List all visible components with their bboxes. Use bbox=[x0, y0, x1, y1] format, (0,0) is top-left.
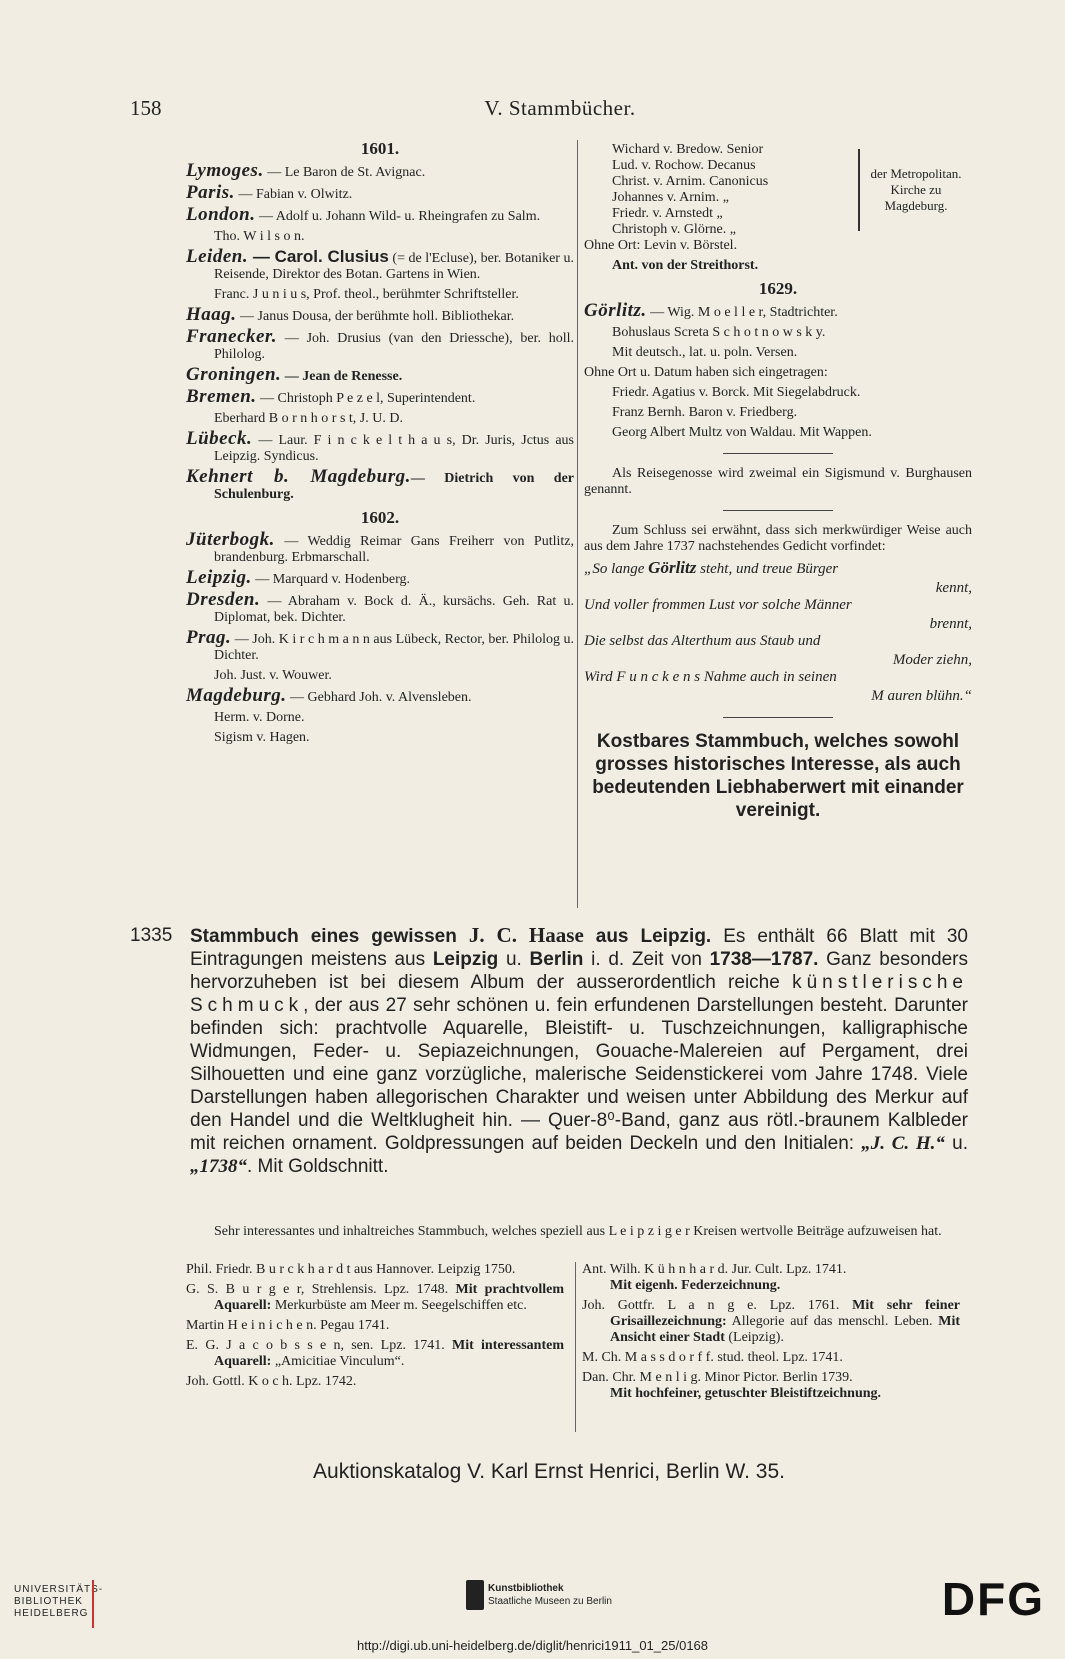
source-url[interactable]: http://digi.ub.uni-heidelberg.de/diglit/henrici1911_01_25/0168 bbox=[356, 1638, 709, 1653]
city-name: Görlitz. bbox=[584, 300, 647, 321]
city-name: Jüterbogk. bbox=[186, 529, 275, 550]
entry bbox=[584, 300, 972, 321]
section-title: V. Stammbücher. bbox=[484, 96, 636, 120]
inscription-text: Merkurbüste am Meer m. Seegelschiffen etc. bbox=[271, 1298, 527, 1313]
lot-text-part: , der aus 27 sehr schönen u. fein erfundenen Darstellungen besteht. Darunter befinden sich: prachtvolle Aquarelle, Bleistift- u. Tuschzeichnungen, kalligraphische Widmungen, Feder- u. Sepiazeichnungen, Gouache-Malereien auf Pergament, drei Silhouetten und eine ganz vorzügliche, malerische Seidenstickerei vom Jahre 1748. Viele Darstellungen haben allegorischen Charakter und weisen unter Abbildung des Merkur auf den Handel und die Weltklugheit hin. — Quer-8⁰-Band, ganz aus rötl.-braunem Kalbleder mit reichen ornament. Goldpressungen auf beiden Deckeln und den Initialen: bbox=[190, 995, 968, 1154]
entry-sub: Ant. von der Streithorst. bbox=[612, 258, 759, 273]
poem-line: Und voller frommen Lust vor solche Männer bbox=[584, 597, 852, 613]
city-name: Dresden. bbox=[186, 589, 261, 610]
brace bbox=[858, 149, 860, 231]
entry-text: — Wig. M o e l l e r, Stadtrichter. bbox=[646, 305, 838, 320]
logo-strip bbox=[0, 1570, 1065, 1630]
entry bbox=[186, 627, 574, 664]
owner-name: J. C. Haase bbox=[468, 923, 584, 947]
entry bbox=[186, 204, 574, 225]
inscription-text: Allegorie auf das menschl. Leben. bbox=[726, 1314, 939, 1329]
paragraph: Zum Schluss sei erwähnt, dass sich merkwürdiger Weise auch aus dem Jahre 1737 nachstehendes Gedicht vorfindet: bbox=[584, 523, 972, 554]
page-footer: Auktionskatalog V. Karl Ernst Henrici, Berlin W. 35. bbox=[313, 1460, 785, 1483]
lot-title: Stammbuch eines gewissen bbox=[190, 926, 469, 947]
city-name: Haag. bbox=[186, 304, 237, 325]
entry bbox=[186, 304, 574, 325]
name-line: Lud. v. Rochow. Decanus bbox=[612, 158, 756, 173]
lot-number: 1335 bbox=[130, 925, 173, 946]
right-column bbox=[584, 142, 972, 822]
entry bbox=[186, 386, 574, 407]
lot-text-part: u. bbox=[944, 1133, 969, 1154]
entry-text: — Marquard v. Hodenberg. bbox=[251, 572, 410, 587]
lot-text-part: Es enthält 66 Blatt mit 30 Eintragungen meistens aus bbox=[190, 926, 968, 970]
inscription-text: Ant. Wilh. K ü h n h a r d. Jur. Cult. Lpz. 1741. bbox=[582, 1262, 847, 1277]
city-name: Görlitz bbox=[648, 558, 697, 577]
entry bbox=[186, 466, 574, 503]
entry-text: — Jean de Renesse. bbox=[281, 369, 403, 384]
university-library-logo[interactable] bbox=[14, 1584, 103, 1620]
kunstbibliothek-logo[interactable] bbox=[488, 1582, 612, 1608]
entry-name: — Carol. Clusius bbox=[248, 247, 389, 266]
lot-text-part: 1738—1787. bbox=[709, 949, 819, 970]
poem-line: Die selbst das Alterthum aus Staub und bbox=[584, 633, 821, 649]
entry-sub: Joh. Just. v. Wouwer. bbox=[214, 668, 332, 683]
entry: Ohne Ort: Levin v. Börstel. bbox=[584, 238, 738, 253]
entry-sub: Herm. v. Dorne. bbox=[214, 710, 305, 725]
entry bbox=[186, 364, 574, 385]
inscription-highlight: Mit Ansicht einer Stadt bbox=[610, 1314, 960, 1345]
inscription-text: G. S. B u r g e r, Strehlensis. Lpz. 1748. bbox=[186, 1282, 456, 1297]
year-heading: 1601. bbox=[360, 139, 400, 158]
poem-line: Wird F u n c k e n s Nahme auch in seinen bbox=[584, 669, 837, 685]
logo-text: HEIDELBERG bbox=[14, 1608, 89, 1619]
inscription-text: (Leipzig). bbox=[724, 1330, 784, 1345]
inscription bbox=[582, 1298, 960, 1346]
lot-text-part: „1738“ bbox=[190, 1156, 247, 1177]
entry-text: (= de l'Ecluse), ber. Botaniker u. Reisende, Direktor des Botan. Gartens in Wien. bbox=[214, 251, 574, 282]
inscription bbox=[582, 1370, 960, 1402]
entry-sub: Franz Bernh. Baron v. Friedberg. bbox=[612, 405, 798, 420]
entry-text: — Fabian v. Olwitz. bbox=[234, 187, 353, 202]
entry bbox=[186, 326, 574, 363]
city-name: Paris. bbox=[186, 182, 235, 203]
poem-line: M auren blühn.“ bbox=[871, 688, 972, 704]
entry-text: — Adolf u. Johann Wild- u. Rheingrafen zu Salm. bbox=[255, 209, 541, 224]
lot-note: Sehr interessantes und inhaltreiches Stammbuch, welches speziell aus L e i p z i g e r Kreisen wertvolle Beiträge aufzuweisen hat. bbox=[214, 1224, 942, 1239]
inscription bbox=[186, 1338, 564, 1370]
lot-text-part: i. d. Zeit von bbox=[583, 949, 710, 970]
poem-line bbox=[584, 559, 972, 578]
entry bbox=[186, 685, 574, 706]
inscription-text: E. G. J a c o b s s e n, sen. Lpz. 1741. bbox=[186, 1338, 452, 1353]
entry-text: — Janus Dousa, der berühmte holl. Bibliothekar. bbox=[236, 309, 515, 324]
name-line: Friedr. v. Arnstedt „ bbox=[612, 206, 723, 221]
inscription-highlight: Mit eigenh. Federzeichnung. bbox=[610, 1278, 781, 1293]
inscriptions-left bbox=[186, 1262, 564, 1394]
bear-icon bbox=[466, 1580, 484, 1610]
inscription-text: Dan. Chr. M e n l i g. Minor Pictor. Berlin 1739. bbox=[582, 1370, 853, 1385]
paragraph: Als Reisegenosse wird zweimal ein Sigismund v. Burghausen genannt. bbox=[584, 466, 972, 497]
entry-text: — Weddig Reimar Gans Freiherr von Putlitz, brandenburg. Erbmarschall. bbox=[214, 534, 574, 565]
inscription: M. Ch. M a s s d o r f f. stud. theol. Lpz. 1741. bbox=[582, 1350, 843, 1365]
left-column bbox=[186, 134, 574, 750]
entry-sub: Tho. W i l s o n. bbox=[214, 229, 305, 244]
city-name: Groningen. bbox=[186, 364, 282, 385]
entry-sub: Friedr. Agatius v. Borck. Mit Siegelabdruck. bbox=[612, 385, 861, 400]
lot-text-part: Leipzig bbox=[432, 949, 499, 970]
entry-text: — Gebhard Joh. v. Alvensleben. bbox=[286, 690, 472, 705]
lot-text-part: u. bbox=[498, 949, 530, 970]
inscription-text: „Amicitiae Vinculum“. bbox=[271, 1354, 405, 1369]
city-name: Bremen. bbox=[186, 386, 257, 407]
city-name: London. bbox=[186, 204, 256, 225]
poem-line: kennt, bbox=[935, 580, 972, 596]
logo-text: Kunstbibliothek bbox=[488, 1583, 564, 1594]
poem-line: Moder ziehn, bbox=[892, 652, 972, 668]
dfg-logo[interactable]: DFG bbox=[941, 1573, 1045, 1625]
poem bbox=[584, 559, 972, 705]
entry bbox=[186, 529, 574, 566]
entry-sub: Bohuslaus Screta S c h o t n o w s k y. bbox=[612, 325, 826, 340]
city-name: Prag. bbox=[186, 627, 232, 648]
inscription-highlight: Mit interessantem Aquarell: bbox=[214, 1338, 564, 1369]
logo-bar-icon bbox=[92, 1580, 120, 1628]
lot-text-part: . Mit Goldschnitt. bbox=[247, 1156, 389, 1177]
inscription: Joh. Gottl. K o c h. Lpz. 1742. bbox=[186, 1374, 357, 1389]
entry-sub: Eberhard B o r n h o r s t, J. U. D. bbox=[214, 411, 403, 426]
separator bbox=[723, 717, 833, 718]
entry-text: — Dietrich von der Schulenburg. bbox=[214, 471, 574, 502]
column-divider bbox=[577, 140, 578, 908]
name-line: Christoph v. Glörne. „ bbox=[612, 222, 736, 237]
lot-text bbox=[190, 924, 968, 1178]
magdeburg-names bbox=[584, 142, 852, 238]
entry-text: — Joh. Drusius (van den Driessche), ber. holl. Philolog. bbox=[214, 331, 574, 362]
poem-text: steht, und treue Bürger bbox=[696, 561, 839, 577]
lot-text-part: Ganz besonders hervorzuheben ist bei diesem Album der ausserordentlich reiche bbox=[190, 949, 968, 993]
inscription-text: Joh. Gottfr. L a n g e. Lpz. 1761. bbox=[582, 1298, 853, 1313]
entry-sub: Mit deutsch., lat. u. poln. Versen. bbox=[612, 345, 798, 360]
name-line: Johannes v. Arnim. „ bbox=[612, 190, 729, 205]
entry-text: — Abraham v. Bock d. Ä., kursächs. Geh. Rat u. Diplomat, bek. Dichter. bbox=[214, 594, 574, 625]
logo-text: Staatliche Museen zu Berlin bbox=[488, 1596, 612, 1607]
entry bbox=[186, 567, 574, 588]
name-line: Christ. v. Arnim. Canonicus bbox=[612, 174, 769, 189]
poem-text: „So lange bbox=[584, 561, 649, 577]
inscription: Martin H e i n i c h e n. Pegau 1741. bbox=[186, 1318, 390, 1333]
inscription bbox=[186, 1282, 564, 1314]
inscriptions-right bbox=[582, 1262, 960, 1406]
poem-line: brennt, bbox=[929, 616, 972, 632]
city-name: Franecker. bbox=[186, 326, 278, 347]
entry bbox=[186, 428, 574, 465]
lot-text-part: „J. C. H.“ bbox=[861, 1133, 945, 1154]
name-line: Wichard v. Bredow. Senior bbox=[612, 142, 764, 157]
inscription-highlight: Mit prachtvollem Aquarell: bbox=[214, 1282, 564, 1313]
entry bbox=[186, 160, 574, 181]
city-name: Leiden. bbox=[186, 246, 249, 267]
city-name: Leipzig. bbox=[186, 567, 252, 588]
year-heading: 1602. bbox=[360, 508, 400, 527]
entry bbox=[186, 182, 574, 203]
entry-text: — Le Baron de St. Avignac. bbox=[263, 165, 426, 180]
brace-note: der Metropolitan. Kirche zu Magdeburg. bbox=[870, 166, 962, 213]
separator bbox=[723, 453, 833, 454]
city-name: Lymoges. bbox=[186, 160, 264, 181]
entry-sub: Georg Albert Multz von Waldau. Mit Wappen. bbox=[612, 425, 872, 440]
city-name: Magdeburg. bbox=[186, 685, 287, 706]
highlight-statement: Kostbares Stammbuch, welches sowohl grosses historisches Interesse, als auch bedeutenden Liebhaberwert mit einander vereinigt. bbox=[592, 731, 964, 821]
entry bbox=[186, 246, 574, 283]
entry-sub: Franc. J u n i u s, Prof. theol., berühmter Schriftsteller. bbox=[214, 287, 519, 302]
column-divider bbox=[575, 1262, 576, 1432]
logo-text: UNIVERSITÄTS- bbox=[14, 1584, 104, 1595]
entry-text: — Christoph P e z e l, Superintendent. bbox=[256, 391, 476, 406]
inscription-highlight: Mit sehr feiner Grisaillezeichnung: bbox=[610, 1298, 961, 1329]
magdeburg-group bbox=[584, 142, 972, 238]
entry-text: — Joh. K i r c h m a n n aus Lübeck, Rector, ber. Philolog u. Dichter. bbox=[214, 632, 574, 663]
entry bbox=[186, 589, 574, 626]
lot-text-part: Berlin bbox=[529, 949, 584, 970]
entry-sub: Sigism v. Hagen. bbox=[214, 730, 310, 745]
inscription bbox=[582, 1262, 960, 1294]
page-number: 158 bbox=[130, 96, 162, 120]
lot-description bbox=[130, 924, 968, 1178]
separator bbox=[723, 510, 833, 511]
inscription: Phil. Friedr. B u r c k h a r d t aus Hannover. Leipzig 1750. bbox=[186, 1262, 516, 1277]
inscription-highlight: Mit hochfeiner, getuschter Bleistiftzeichnung. bbox=[610, 1386, 882, 1401]
entry: Ohne Ort u. Datum haben sich eingetragen: bbox=[584, 365, 828, 380]
lot-text-part: künstlerische Schmuck bbox=[190, 972, 968, 1016]
city-name: Kehnert b. Magdeburg. bbox=[186, 466, 411, 487]
year-heading: 1629. bbox=[758, 279, 798, 298]
city-name: Lübeck. bbox=[186, 428, 253, 449]
entry-text: — Laur. F i n c k e l t h a u s, Dr. Juris, Jctus aus Leipzig. Syndicus. bbox=[214, 433, 574, 464]
logo-text: BIBLIOTHEK bbox=[14, 1596, 83, 1607]
lot-title: aus Leipzig. bbox=[583, 926, 712, 947]
